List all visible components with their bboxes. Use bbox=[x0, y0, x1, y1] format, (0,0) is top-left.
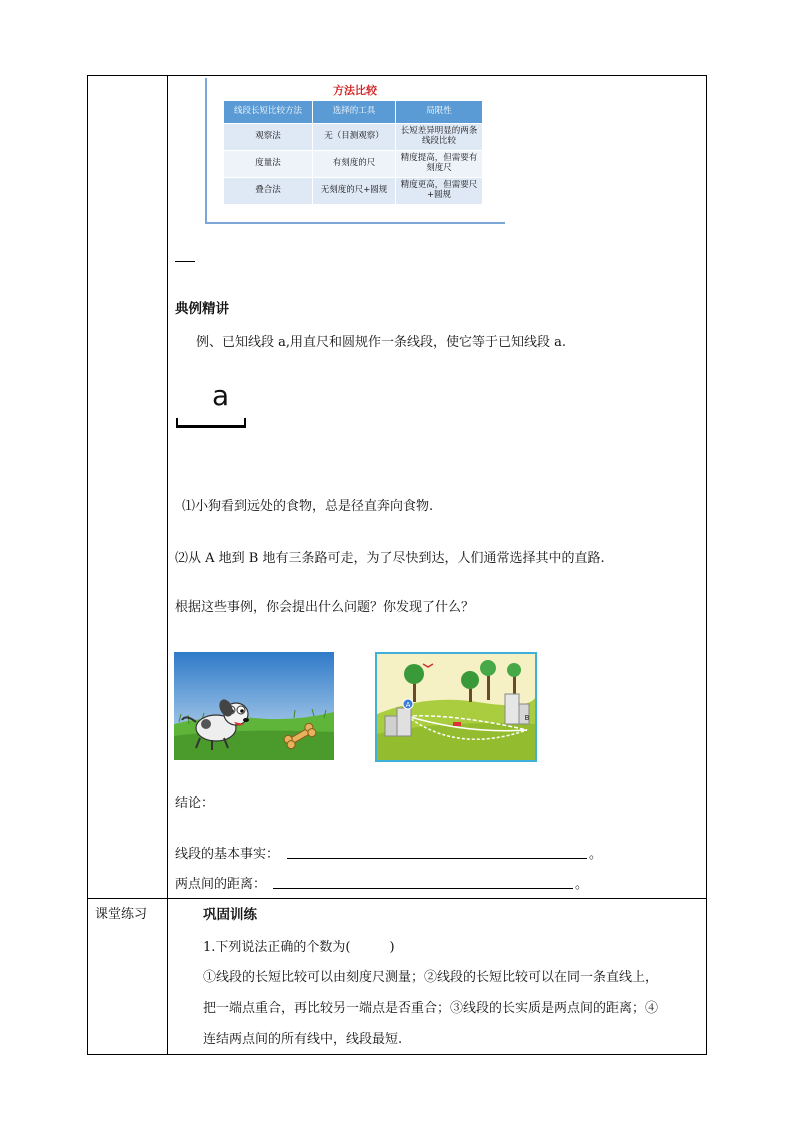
method-comparison-table bbox=[223, 100, 483, 205]
table-border-left bbox=[87, 75, 88, 1055]
practice-row-label: 课堂练习 bbox=[95, 907, 148, 922]
method-cell: 精度更高，但需要尺+圆规 bbox=[396, 178, 483, 205]
example-problem: 例、已知线段 a,用直尺和圆规作一条线段，使它等于已知线段 a. bbox=[196, 335, 567, 350]
method-header-cell: 局限性 bbox=[396, 101, 483, 124]
short-dash-line bbox=[175, 261, 195, 262]
roads-map-image bbox=[375, 652, 537, 762]
method-cell: 观察法 bbox=[224, 124, 313, 151]
svg-text:B: B bbox=[524, 714, 530, 722]
practice-heading: 巩固训练 bbox=[203, 907, 257, 923]
method-header-cell: 线段长短比较方法 bbox=[224, 101, 313, 124]
method-cell: 无刻度的尺+圆规 bbox=[313, 178, 396, 205]
question-1: 1.下列说法正确的个数为( ) bbox=[203, 940, 395, 955]
method-cell: 叠合法 bbox=[224, 178, 313, 205]
svg-text:A: A bbox=[405, 701, 411, 709]
example-heading: 典例精讲 bbox=[175, 301, 229, 317]
segment-label-a: a bbox=[212, 379, 230, 412]
method-cell: 有刻度的尺 bbox=[313, 151, 396, 178]
conclusion-label: 结论： bbox=[175, 796, 215, 811]
scenario-1: ⑴小狗看到远处的食物，总是径直奔向食物. bbox=[182, 499, 434, 514]
question-1-line-3: 连结两点间的所有线中，线段最短. bbox=[203, 1032, 403, 1047]
method-cell: 无（目测观察） bbox=[313, 124, 396, 151]
scenario-2: ⑵从 A 地到 B 地有三条路可走，为了尽快到达，人们通常选择其中的直路. bbox=[175, 551, 605, 566]
basic-fact-end-mark: 。 bbox=[589, 847, 603, 862]
table-border-bottom bbox=[87, 1054, 707, 1055]
distance-label: 两点间的距离： bbox=[175, 877, 267, 892]
table-border-right bbox=[706, 75, 707, 1055]
dog-icon bbox=[174, 652, 334, 760]
discussion-question: 根据这些事例，你会提出什么问题？你发现了什么？ bbox=[175, 600, 475, 615]
distance-end-mark: 。 bbox=[575, 877, 589, 892]
table-border-top bbox=[87, 75, 707, 76]
question-1-line-2: 把一端点重合，再比较另一端点是否重合；③线段的长实质是两点间的距离；④ bbox=[203, 1001, 659, 1016]
basic-fact-label: 线段的基本事实： bbox=[175, 847, 280, 862]
method-cell: 精度提高，但需要有刻度尺 bbox=[396, 151, 483, 178]
segment-a-tick-right bbox=[244, 418, 246, 428]
table-column-divider bbox=[167, 75, 168, 1055]
method-table-title: 方法比较 bbox=[333, 84, 377, 97]
basic-fact-blank[interactable] bbox=[287, 858, 587, 859]
method-comparison-figure bbox=[205, 78, 505, 224]
table-row-divider bbox=[87, 898, 707, 899]
question-1-line-1: ①线段的长短比较可以由刻度尺测量；②线段的长短比较可以在同一条直线上， bbox=[203, 970, 659, 985]
dog-bone-image bbox=[174, 652, 334, 760]
segment-a-line bbox=[176, 425, 246, 428]
method-header-cell: 选择的工具 bbox=[313, 101, 396, 124]
distance-blank[interactable] bbox=[273, 888, 573, 889]
map-icon bbox=[377, 654, 535, 760]
method-cell: 长短差异明显的两条线段比较 bbox=[396, 124, 483, 151]
segment-a-tick-left bbox=[176, 418, 178, 428]
method-cell: 度量法 bbox=[224, 151, 313, 178]
